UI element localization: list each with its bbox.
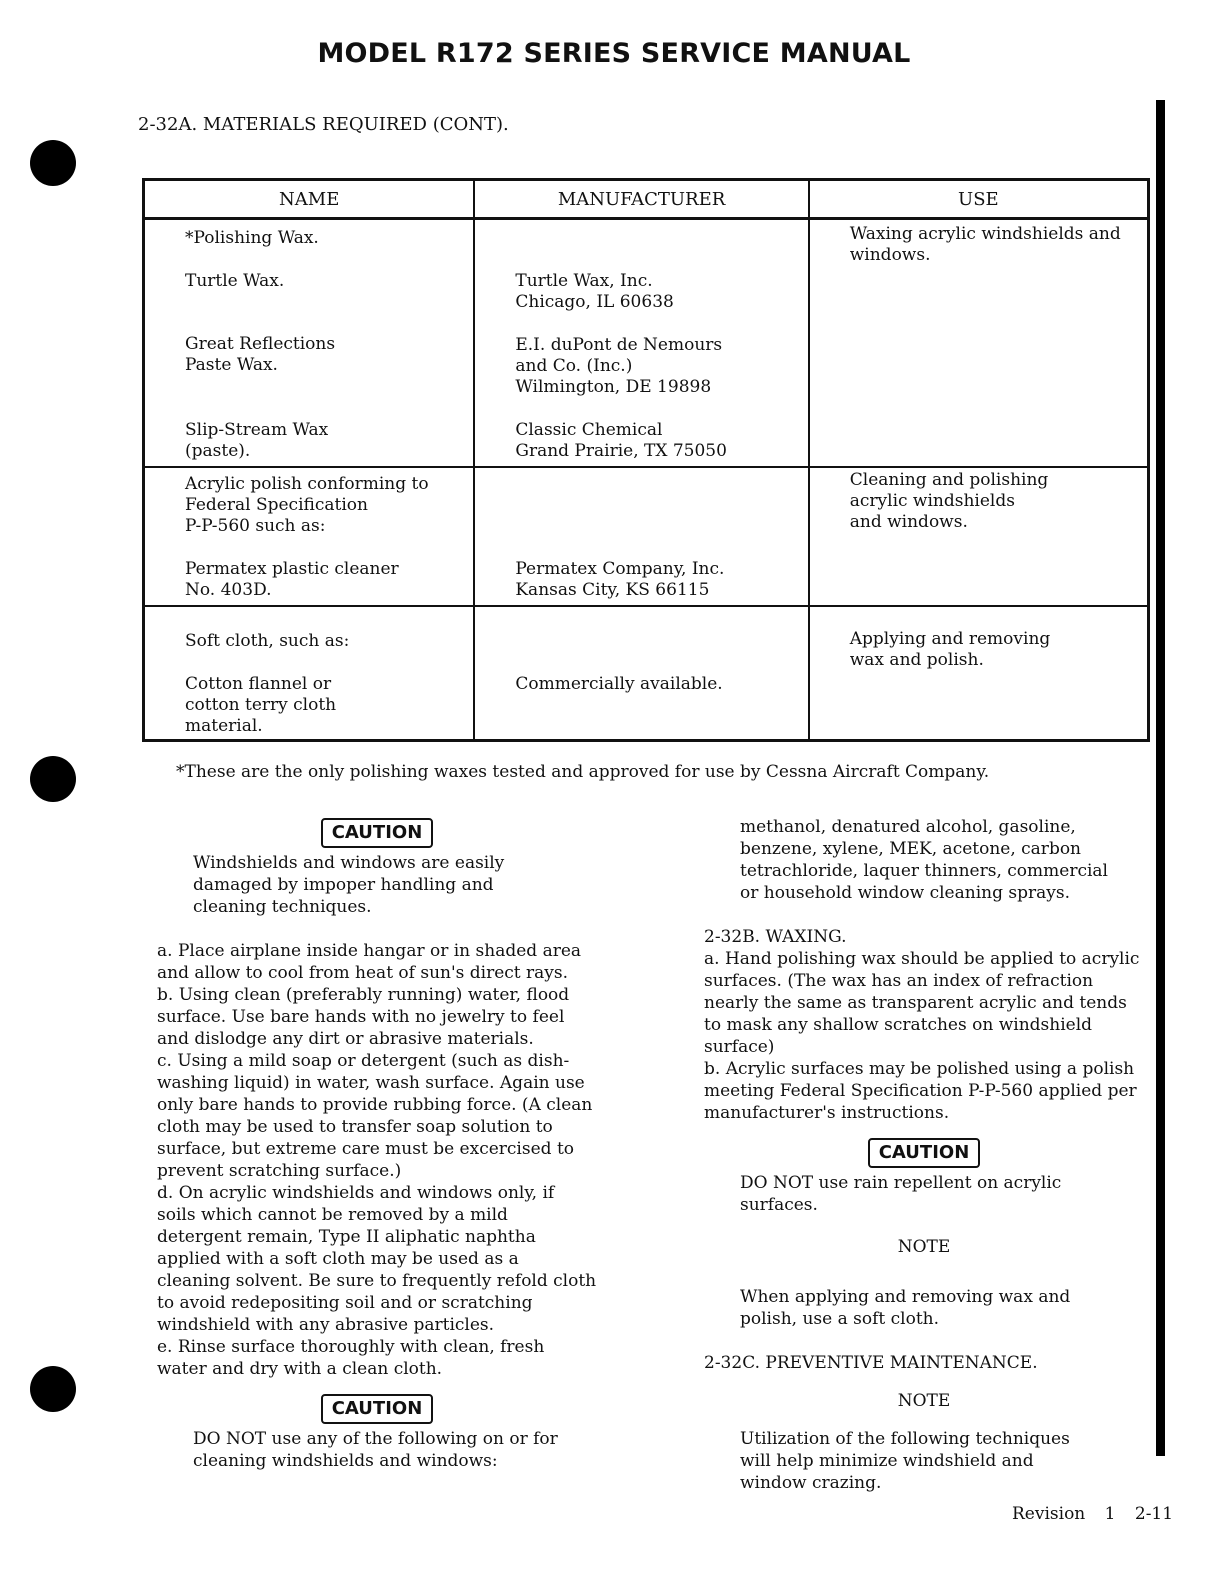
left-column xyxy=(157,816,597,1472)
revision-label: Revision 1 xyxy=(1012,1504,1116,1524)
procedure-step: c. Using a mild soap or detergent (such as dish-washing liquid) in water, wash surface. Again use only bare hands to provide rubbing force. (A clean cloth may be used to transfer soap solution to surface, but extreme care must be excercised to prevent scratching surface.) xyxy=(157,1051,593,1181)
manufacturer-name: Turtle Wax, Inc. Chicago, IL 60638 xyxy=(515,271,674,312)
caution-box xyxy=(704,1138,1144,1168)
material-name: Slip-Stream Wax (paste). xyxy=(185,420,329,461)
section-heading: 2-32A. MATERIALS REQUIRED (CONT). xyxy=(138,114,509,135)
caution-box xyxy=(157,818,597,848)
table-footnote: *These are the only polishing waxes tested and approved for use by Cessna Aircraft Company. xyxy=(176,762,990,782)
binder-hole xyxy=(30,1366,76,1412)
material-name: Cotton flannel or cotton terry cloth material. xyxy=(185,674,337,736)
table-row xyxy=(144,219,1149,468)
manufacturer-name xyxy=(515,631,797,652)
manufacturer-cell xyxy=(474,606,808,741)
name-cell xyxy=(144,219,475,468)
manufacturer-name xyxy=(515,228,797,249)
use-cell xyxy=(809,606,1149,741)
materials-table xyxy=(142,178,1150,742)
caution-text: DO NOT use rain repellent on acrylic surfaces. xyxy=(740,1173,1062,1215)
procedure-step: a. Place airplane inside hangar or in shaded area and allow to cool from heat of sun's direct rays. xyxy=(157,941,582,983)
caution-text: Windshields and windows are easily damaged by impoper handling and cleaning techniques. xyxy=(193,853,505,917)
column-header-use: USE xyxy=(809,180,1149,219)
caution-label: CAUTION xyxy=(321,1394,434,1424)
note-text: Utilization of the following techniques will help minimize windshield and window crazing. xyxy=(740,1429,1070,1493)
name-cell xyxy=(144,606,475,741)
manufacturer-name: E.I. duPont de Nemours and Co. (Inc.) Wilmington, DE 19898 xyxy=(515,335,723,397)
procedure-step: b. Acrylic surfaces may be polished using a polish meeting Federal Specification P-P-560 applied per manufacturer's instructions. xyxy=(704,1059,1137,1123)
name-cell xyxy=(144,467,475,606)
manufacturer-name: Permatex Company, Inc. Kansas City, KS 66115 xyxy=(515,559,725,600)
note-label: NOTE xyxy=(897,1391,951,1411)
binder-hole xyxy=(30,756,76,802)
material-name: Acrylic polish conforming to Federal Specification P-P-560 such as: xyxy=(185,474,429,536)
procedure-step: e. Rinse surface thoroughly with clean, fresh water and dry with a clean cloth. xyxy=(157,1337,545,1379)
caution-label: CAUTION xyxy=(868,1138,981,1168)
material-name: *Polishing Wax. xyxy=(185,228,319,248)
column-header-manufacturer: MANUFACTURER xyxy=(474,180,808,219)
material-name: Soft cloth, such as: xyxy=(185,631,350,651)
right-column xyxy=(704,816,1144,1494)
procedure-step: b. Using clean (preferably running) water, flood surface. Use bare hands with no jewelry to feel and dislodge any dirt or abrasive materials. xyxy=(157,985,570,1049)
table-row xyxy=(144,467,1149,606)
caution-label: CAUTION xyxy=(321,818,434,848)
material-name: Permatex plastic cleaner No. 403D. xyxy=(185,559,399,600)
manufacturer-cell xyxy=(474,467,808,606)
material-use: Applying and removing wax and polish. xyxy=(849,629,1051,670)
procedure-step: a. Hand polishing wax should be applied to acrylic surfaces. (The wax has an index of refraction nearly the same as transparent acrylic and tends to mask any shallow scratches on windshield surface) xyxy=(704,949,1140,1057)
table-row xyxy=(144,606,1149,741)
page-title: MODEL R172 SERIES SERVICE MANUAL xyxy=(317,38,911,69)
manufacturer-cell xyxy=(474,219,808,468)
section-heading: 2-32C. PREVENTIVE MAINTENANCE. xyxy=(704,1353,1038,1373)
binder-hole xyxy=(30,140,76,186)
caution-box xyxy=(157,1394,597,1424)
column-header-name: NAME xyxy=(144,180,475,219)
procedure-step: d. On acrylic windshields and windows only, if soils which cannot be removed by a mild detergent remain, Type II aliphatic naphtha applied with a soft cloth may be used as a cleaning solvent. Be sure to frequently refold cloth to avoid redepositing soil and or scratching windshield with any abrasive particles. xyxy=(157,1183,597,1335)
section-heading: 2-32B. WAXING. xyxy=(704,927,847,947)
table-header-row xyxy=(144,180,1149,219)
material-use: Waxing acrylic windshields and windows. xyxy=(849,224,1121,265)
note-label: NOTE xyxy=(897,1237,951,1257)
revision-change-bar xyxy=(1156,100,1165,1456)
note-text: When applying and removing wax and polish, use a soft cloth. xyxy=(740,1287,1071,1329)
manufacturer-name xyxy=(515,474,797,537)
caution-text-continued: methanol, denatured alcohol, gasoline, benzene, xylene, MEK, acetone, carbon tetrachloride, laquer thinners, commercial or household window cleaning sprays. xyxy=(740,817,1108,903)
page-footer xyxy=(1012,1504,1173,1524)
use-cell xyxy=(809,219,1149,468)
use-cell xyxy=(809,467,1149,606)
material-name: Great Reflections Paste Wax. xyxy=(185,334,336,375)
manufacturer-name: Commercially available. xyxy=(515,674,723,694)
page-number: 2-11 xyxy=(1134,1504,1174,1524)
manufacturer-name: Classic Chemical Grand Prairie, TX 75050 xyxy=(515,420,727,461)
material-use: Cleaning and polishing acrylic windshields and windows. xyxy=(849,470,1049,532)
material-name: Turtle Wax. xyxy=(185,271,285,291)
caution-text: DO NOT use any of the following on or for cleaning windshields and windows: xyxy=(193,1429,558,1471)
